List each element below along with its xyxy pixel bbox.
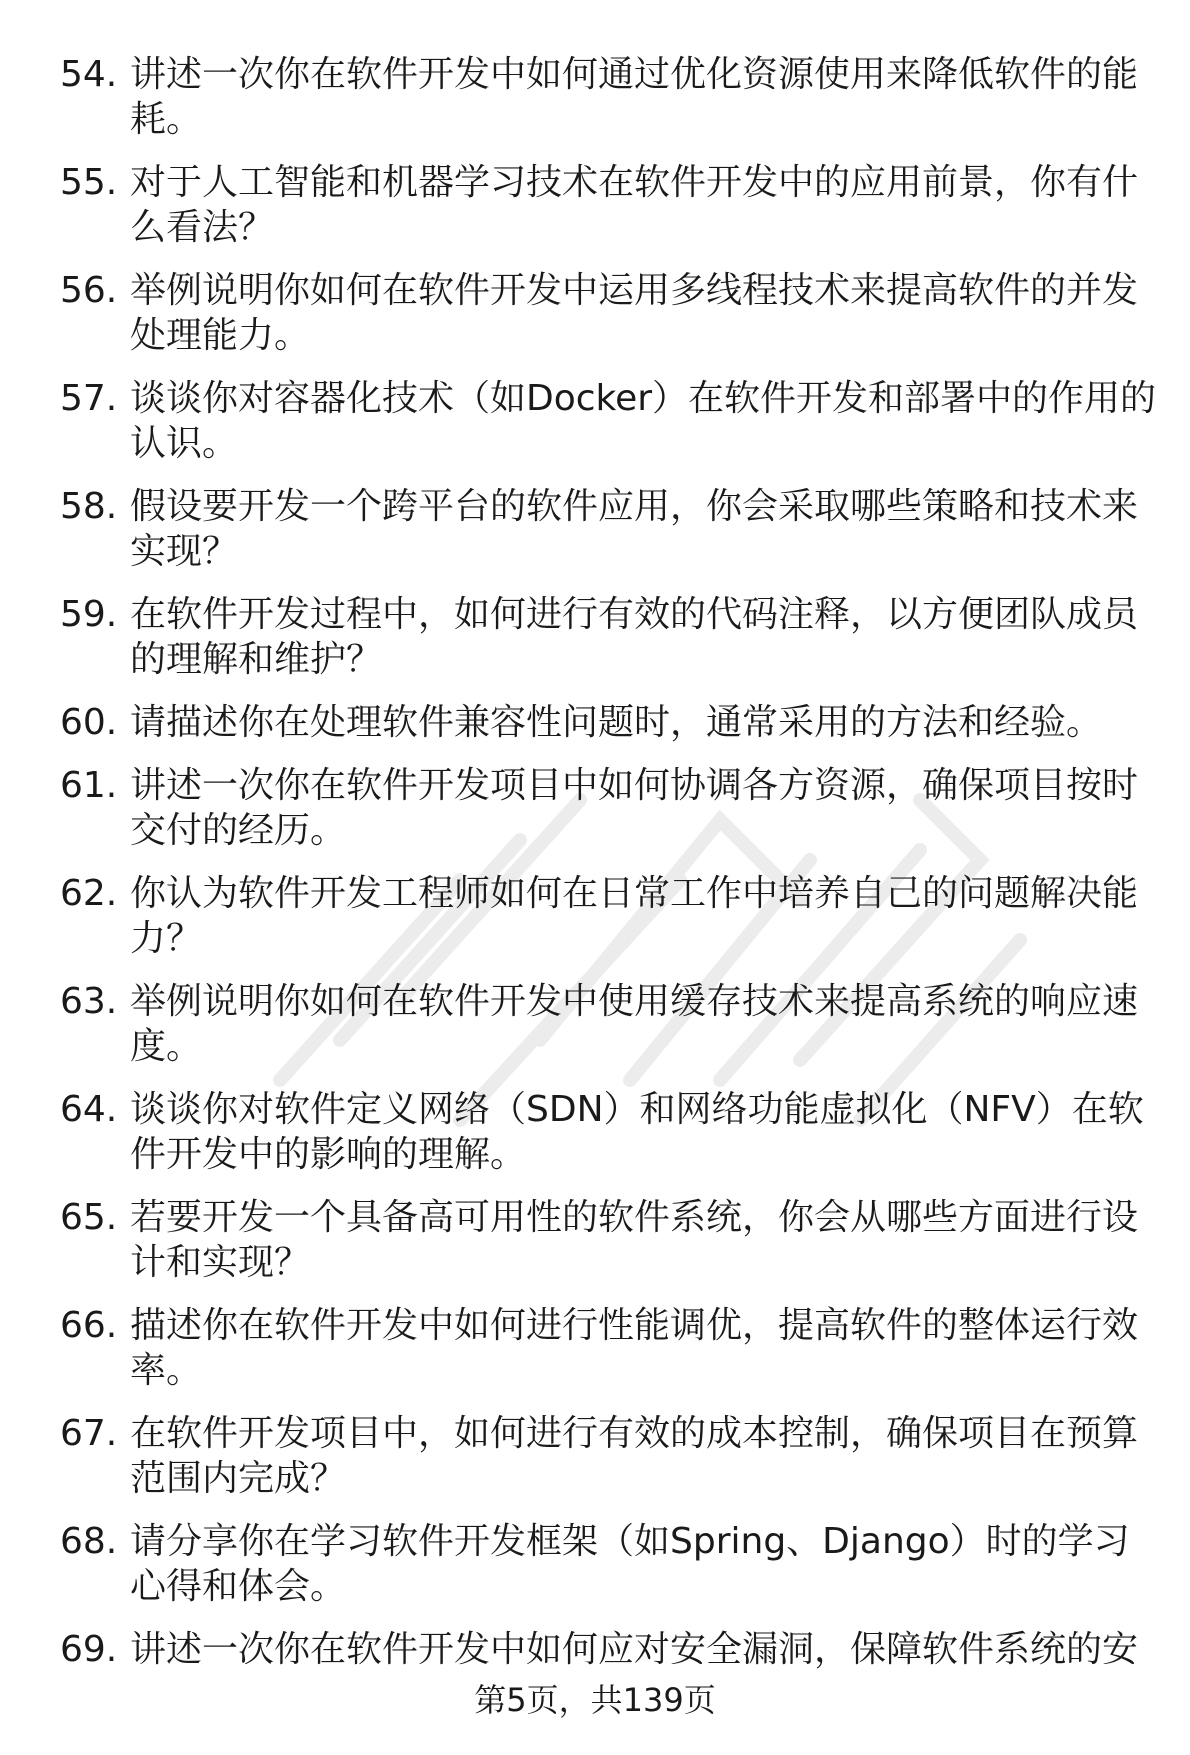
question-item [60,484,1160,574]
question-number: 66. [60,1305,118,1346]
question-text: 讲述一次你在软件开发中如何应对安全漏洞，保障软件系统的安 [130,1629,1139,1670]
question-number: 67. [60,1413,118,1454]
question-number: 58. [60,486,118,527]
question-number: 65. [60,1197,118,1238]
question-item [60,700,1160,745]
question-item [60,52,1160,142]
question-text: 对于人工智能和机器学习技术在软件开发中的应用前景，你有什么看法？ [130,162,1139,248]
question-number: 63. [60,981,118,1022]
question-item [60,1411,1160,1501]
question-text: 假设要开发一个跨平台的软件应用，你会采取哪些策略和技术来实现？ [130,486,1139,572]
question-item [60,592,1160,682]
question-item [60,1303,1160,1393]
question-text: 描述你在软件开发中如何进行性能调优，提高软件的整体运行效率。 [130,1305,1139,1391]
question-number: 69. [60,1629,118,1670]
question-number: 64. [60,1089,118,1130]
question-item [60,376,1160,466]
question-text: 讲述一次你在软件开发中如何通过优化资源使用来降低软件的能耗。 [130,54,1139,140]
question-number: 60. [60,702,118,743]
question-text: 谈谈你对软件定义网络（SDN）和网络功能虚拟化（NFV）在软件开发中的影响的理解。 [130,1089,1144,1175]
question-number: 55. [60,162,118,203]
question-text: 举例说明你如何在软件开发中使用缓存技术来提高系统的响应速度。 [130,981,1139,1067]
question-number: 56. [60,270,118,311]
question-number: 68. [60,1521,118,1562]
question-text: 谈谈你对容器化技术（如Docker）在软件开发和部署中的作用的认识。 [130,378,1157,464]
question-text: 在软件开发过程中，如何进行有效的代码注释，以方便团队成员的理解和维护？ [130,594,1139,680]
question-text: 若要开发一个具备高可用性的软件系统，你会从哪些方面进行设计和实现？ [130,1197,1139,1283]
page-footer: 第5页，共139页 [474,1681,716,1719]
question-number: 62. [60,873,118,914]
question-item [60,268,1160,358]
question-item [60,1627,1160,1672]
question-number: 57. [60,378,118,419]
question-item [60,871,1160,961]
question-text: 在软件开发项目中，如何进行有效的成本控制，确保项目在预算范围内完成？ [130,1413,1139,1499]
question-number: 59. [60,594,118,635]
question-item [60,763,1160,853]
question-item [60,1195,1160,1285]
question-number: 61. [60,765,118,806]
question-text: 请描述你在处理软件兼容性问题时，通常采用的方法和经验。 [130,702,1103,743]
question-number: 54. [60,54,118,95]
question-item [60,1519,1160,1609]
question-text: 举例说明你如何在软件开发中运用多线程技术来提高软件的并发处理能力。 [130,270,1139,356]
question-list [60,52,1160,1690]
question-text: 讲述一次你在软件开发项目中如何协调各方资源，确保项目按时交付的经历。 [130,765,1139,851]
question-item [60,160,1160,250]
question-item [60,979,1160,1069]
question-text: 你认为软件开发工程师如何在日常工作中培养自己的问题解决能力？ [130,873,1139,959]
question-text: 请分享你在学习软件开发框架（如Spring、Django）时的学习心得和体会。 [130,1521,1130,1607]
question-item [60,1087,1160,1177]
